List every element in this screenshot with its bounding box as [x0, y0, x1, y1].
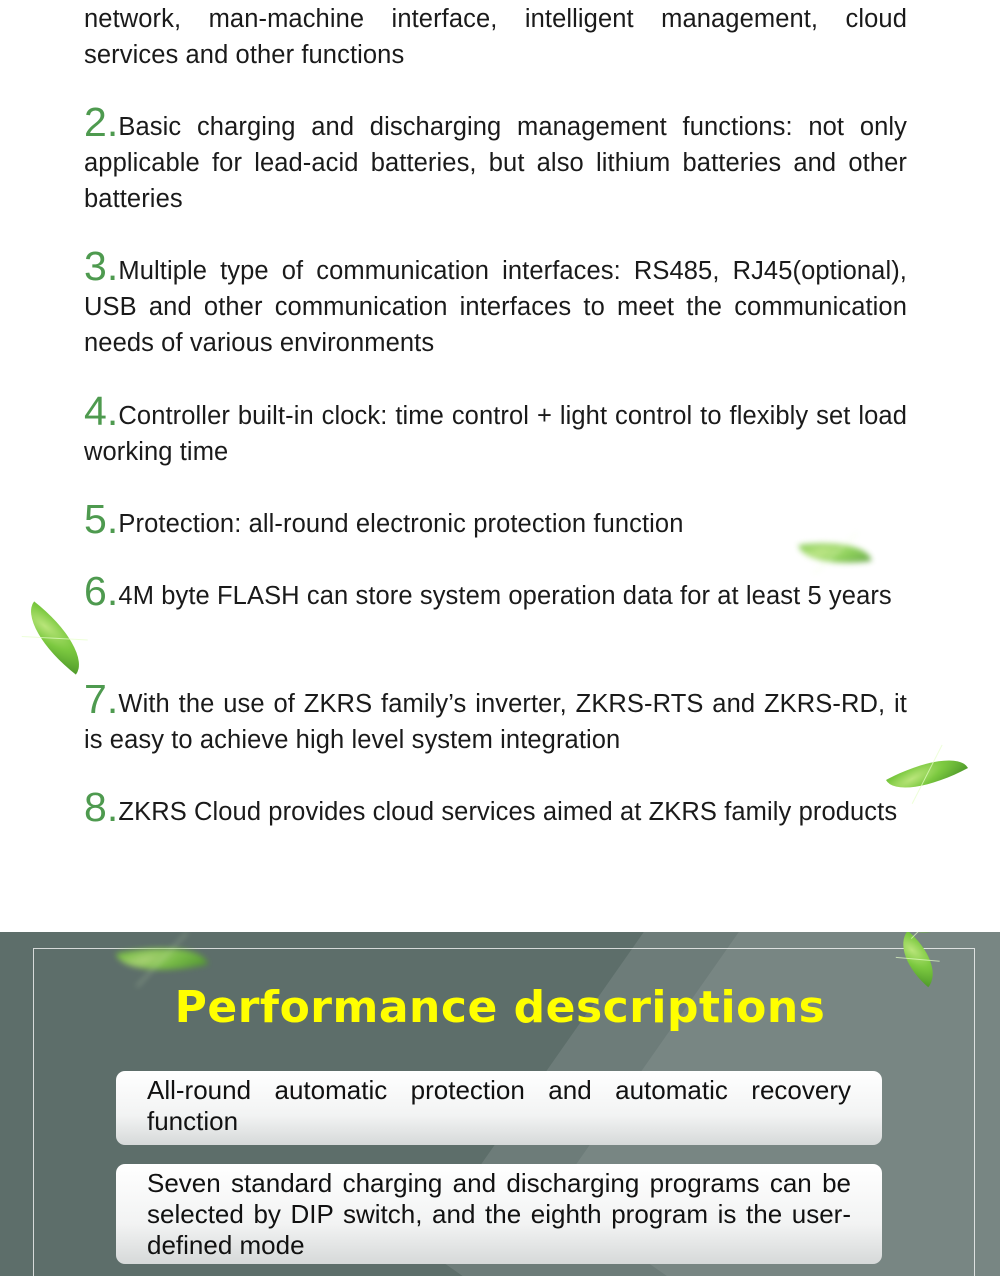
performance-item — [116, 1071, 882, 1145]
performance-item-text: All-round automatic protection and automatic recovery function — [147, 1075, 851, 1136]
feature-text: Multiple type of communication interfaces: RS485, RJ45(optional), USB and other communication interfaces to meet the communication needs of various environments — [84, 257, 907, 357]
feature-number: 7. — [84, 676, 119, 722]
feature-text: 4M byte FLASH can store system operation data for at least 5 years — [118, 582, 892, 610]
feature-text: ZKRS Cloud provides cloud services aimed at ZKRS family products — [118, 798, 898, 826]
performance-title: Performance descriptions — [174, 982, 826, 1033]
feature-item-6 — [84, 568, 907, 614]
feature-number: 2. — [84, 99, 119, 145]
feature-item-7 — [84, 676, 907, 758]
feature-text: network, man-machine interface, intelligent management, cloud services and other functions — [84, 5, 907, 69]
performance-item — [116, 1164, 882, 1264]
feature-item-1-continued — [84, 1, 907, 73]
feature-item-2 — [84, 99, 907, 217]
feature-text: Protection: all-round electronic protection function — [118, 510, 684, 538]
feature-text: With the use of ZKRS family’s inverter, ZKRS-RTS and ZKRS-RD, it is easy to achieve high level system integration — [84, 690, 907, 754]
feature-item-4 — [84, 388, 907, 470]
feature-number: 4. — [84, 388, 119, 434]
feature-item-8 — [84, 784, 907, 830]
feature-number: 6. — [84, 568, 119, 614]
feature-item-5 — [84, 496, 907, 542]
feature-number: 5. — [84, 496, 119, 542]
feature-number: 3. — [84, 243, 119, 289]
feature-item-3 — [84, 243, 907, 361]
performance-section — [0, 932, 1000, 1276]
performance-item-text: Seven standard charging and discharging programs can be selected by DIP switch, and the eighth program is the user-defined mode — [147, 1168, 851, 1260]
feature-number: 8. — [84, 784, 119, 830]
feature-text: Basic charging and discharging management functions: not only applicable for lead-acid batteries, but also lithium batteries and other batteries — [84, 113, 907, 213]
feature-text: Controller built-in clock: time control + light control to flexibly set load working time — [84, 402, 907, 466]
